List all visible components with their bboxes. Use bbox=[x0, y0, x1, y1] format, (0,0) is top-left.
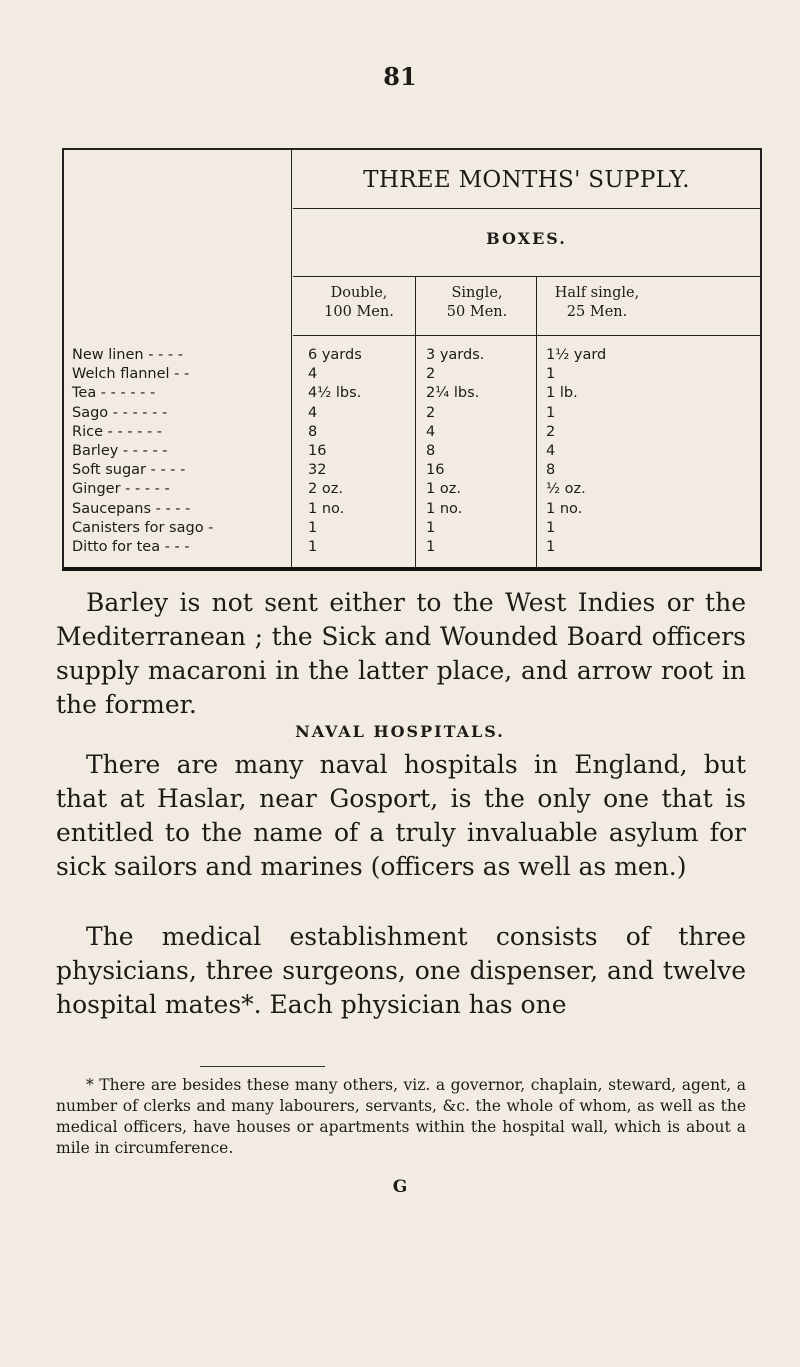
column-header-single bbox=[418, 284, 536, 322]
column-header-divider bbox=[293, 335, 760, 336]
section-heading: NAVAL HOSPITALS. bbox=[295, 722, 505, 741]
column-header-line: Double, bbox=[330, 285, 388, 301]
table-cell: 16 bbox=[308, 443, 327, 459]
table-cell: 32 bbox=[308, 462, 327, 479]
row-label: Ditto for tea - - - bbox=[72, 539, 190, 555]
table-cell: 4½ lbs. bbox=[308, 385, 362, 402]
table-cell: 1 no. bbox=[546, 500, 583, 517]
table-cell: 16 bbox=[426, 462, 445, 479]
row-label: Sago - - - - - - bbox=[72, 404, 168, 421]
table-cell: 8 bbox=[546, 462, 556, 479]
table-cell: 4 bbox=[546, 443, 556, 459]
paragraph-barley: Barley is not sent either to the West Indies or the Mediterranean ; the Sick and Wounded Board officers supply macaroni in the latter place, and arrow root in the former. bbox=[56, 588, 746, 719]
table-cell: 2 bbox=[426, 366, 436, 383]
page-number: 81 bbox=[383, 62, 417, 91]
paragraph-medical-establishment: The medical establishment consists of three physicians, three surgeons, one dispenser, and twelve hospital mates*. Each physician has one bbox=[56, 922, 746, 1019]
table-cell: 3 yards. bbox=[426, 347, 485, 363]
paragraph-naval-hospitals: There are many naval hospitals in England, but that at Haslar, near Gosport, is the only one that is entitled to the name of a truly invaluable asylum for sick sailors and marines (officers as well as men.) bbox=[56, 750, 746, 881]
table-cell: 2 bbox=[546, 423, 556, 440]
supply-table bbox=[62, 148, 762, 571]
table-cell: 1½ yard bbox=[546, 347, 607, 363]
table-subtitle: BOXES. bbox=[486, 229, 567, 248]
row-label: Ginger - - - - - bbox=[72, 481, 170, 498]
table-cell: 1 bbox=[546, 404, 556, 421]
table-cell: 1 bbox=[546, 366, 556, 383]
column-divider bbox=[415, 276, 416, 567]
table-cell: 2 bbox=[426, 404, 436, 421]
row-label: Rice - - - - - - bbox=[72, 423, 163, 440]
footnote: * There are besides these many others, viz. a governor, chaplain, steward, agent, a number of clerks and many labourers, servants, &c. the whole of whom, as well as the medical officers, have houses or apartments within the hospital wall, which is about a mile in circumference. bbox=[56, 1076, 746, 1157]
row-label: New linen - - - - bbox=[72, 347, 183, 363]
row-label: Welch flannel - - bbox=[72, 366, 190, 383]
column-header-line: 25 Men. bbox=[566, 304, 628, 320]
table-cell: 1 lb. bbox=[546, 385, 578, 402]
table-cell: 4 bbox=[308, 404, 318, 421]
column-header-half-single bbox=[538, 284, 656, 322]
table-cell: 1 bbox=[546, 539, 556, 555]
table-cell: 1 bbox=[308, 539, 318, 555]
column-divider bbox=[536, 276, 537, 567]
table-cell: 4 bbox=[426, 423, 436, 440]
header-divider bbox=[293, 208, 760, 209]
table-cell: 4 bbox=[308, 366, 318, 383]
table-cell: 2¼ lbs. bbox=[426, 385, 480, 402]
row-label: Tea - - - - - - bbox=[72, 385, 156, 402]
table-cell: 8 bbox=[426, 443, 436, 459]
table-cell: 1 bbox=[426, 519, 436, 536]
table-cell: ½ oz. bbox=[546, 481, 586, 498]
column-header-line: 100 Men. bbox=[324, 304, 394, 320]
table-cell: 2 oz. bbox=[308, 481, 343, 498]
table-cell: 1 bbox=[308, 519, 318, 536]
table-cell: 1 bbox=[546, 519, 556, 536]
subheader-divider bbox=[293, 276, 760, 277]
row-label: Saucepans - - - - bbox=[72, 500, 191, 517]
table-cell: 1 no. bbox=[426, 500, 463, 517]
table-cell: 1 bbox=[426, 539, 436, 555]
table-cell: 6 yards bbox=[308, 347, 362, 363]
table-cell: 8 bbox=[308, 423, 318, 440]
column-header-double bbox=[300, 284, 418, 322]
table-title: THREE MONTHS' SUPPLY. bbox=[363, 167, 690, 193]
footnote-rule bbox=[200, 1066, 325, 1067]
table-cell: 1 no. bbox=[308, 500, 345, 517]
row-label: Soft sugar - - - - bbox=[72, 462, 186, 479]
row-label: Canisters for sago - bbox=[72, 519, 214, 536]
row-label: Barley - - - - - bbox=[72, 443, 168, 459]
column-header-line: Half single, bbox=[554, 285, 640, 301]
column-header-line: 50 Men. bbox=[446, 304, 508, 320]
signature-mark: G bbox=[392, 1177, 408, 1197]
table-cell: 1 oz. bbox=[426, 481, 461, 498]
column-header-line: Single, bbox=[451, 285, 503, 301]
